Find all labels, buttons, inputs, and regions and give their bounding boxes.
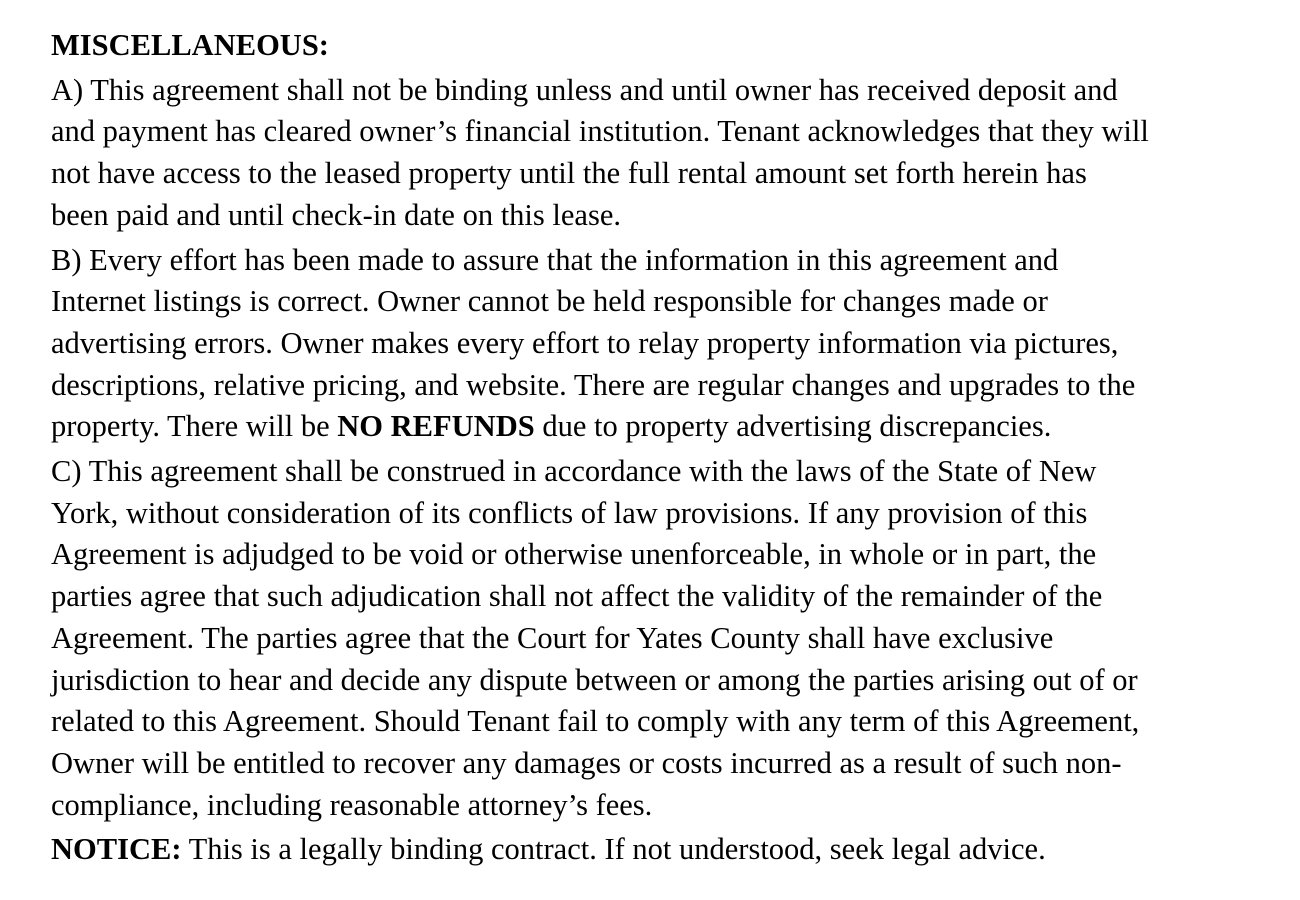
paragraph-line: compliance, including reasonable attorney’s fees. <box>51 787 653 822</box>
section-heading: MISCELLANEOUS: <box>51 28 329 62</box>
notice-text: This is a legally binding contract. If not understood, seek legal advice. <box>181 832 1046 867</box>
paragraph-line: parties agree that such adjudication shall not affect the validity of the remainder of the <box>51 579 1103 614</box>
paragraph-line: and payment has cleared owner’s financial institution. Tenant acknowledges that they will <box>51 114 1149 149</box>
notice-label: NOTICE: <box>51 832 182 867</box>
paragraph-b <box>51 240 1271 449</box>
paragraph-line: been paid and until check-in date on this lease. <box>51 197 621 232</box>
paragraph-line: not have access to the leased property until the full rental amount set forth herein has <box>51 156 1087 191</box>
paragraph-line: descriptions, relative pricing, and website. There are regular changes and upgrades to the <box>51 367 1136 402</box>
paragraph-line: Owner will be entitled to recover any damages or costs incurred as a result of such non- <box>51 745 1122 780</box>
paragraph-line: related to this Agreement. Should Tenant fail to comply with any term of this Agreement, <box>51 704 1140 739</box>
paragraph-line: York, without consideration of its conflicts of law provisions. If any provision of this <box>51 495 1088 530</box>
paragraph-line: Agreement is adjudged to be void or otherwise unenforceable, in whole or in part, the <box>51 537 1097 572</box>
no-refunds-emphasis: NO REFUNDS <box>337 409 535 444</box>
paragraph-line: Agreement. The parties agree that the Court for Yates County shall have exclusive <box>51 620 1054 655</box>
paragraph-line: advertising errors. Owner makes every effort to relay property information via pictures, <box>51 325 1119 360</box>
paragraph-line: B) Every effort has been made to assure that the information in this agreement and <box>51 242 1059 277</box>
paragraph-line: A) This agreement shall not be binding unless and until owner has received deposit and <box>51 72 1118 107</box>
paragraph-line: Internet listings is correct. Owner cannot be held responsible for changes made or <box>51 284 1048 319</box>
notice-line <box>51 829 1271 871</box>
line-text: due to property advertising discrepancies. <box>534 409 1052 444</box>
paragraph-c <box>51 451 1271 826</box>
document-page <box>51 25 1271 871</box>
paragraph-line: C) This agreement shall be construed in accordance with the laws of the State of New <box>51 454 1097 489</box>
paragraph-line: jurisdiction to hear and decide any dispute between or among the parties arising out of or <box>51 662 1138 697</box>
paragraph-a <box>51 70 1271 237</box>
line-text: property. There will be <box>51 409 338 444</box>
paragraph-line-no-refunds <box>51 406 1271 448</box>
